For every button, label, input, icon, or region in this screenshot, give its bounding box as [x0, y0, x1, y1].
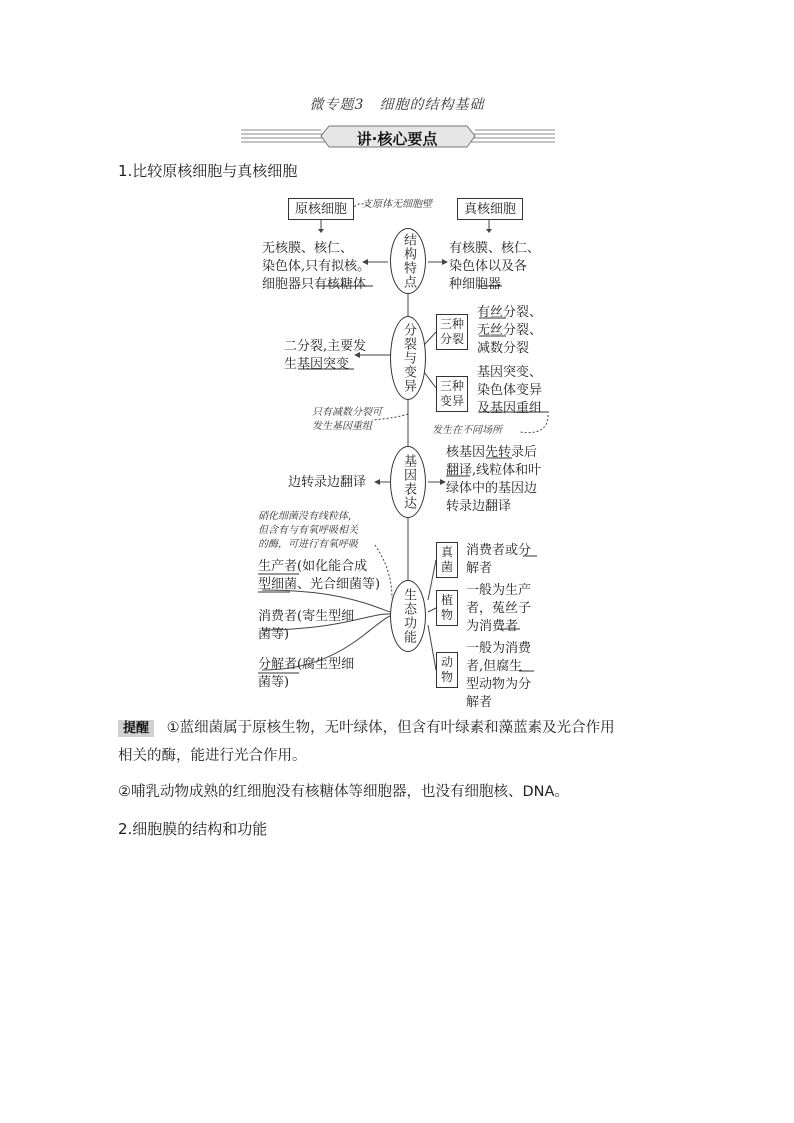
note-meiosis: 只有减数分裂可 发生基因重组 — [312, 407, 382, 432]
three-variation-list: 基因突变、 染色体变异 及基因重组 — [477, 365, 543, 416]
three-division-list: 有丝分裂、 无丝分裂、 减数分裂 — [477, 305, 543, 356]
prokaryote-structure: 无核膜、核仁、 染色体,只有拟核。 细胞器只有核糖体 — [262, 241, 371, 292]
eco-producer: 生产者(如化能合成 型细菌、光合细菌等) — [258, 559, 381, 592]
fungi-box: 真菌 — [436, 542, 458, 578]
banner-label: 讲·核心要点 — [356, 130, 438, 148]
eukaryote-structure: 有核膜、核仁、 染色体以及各 种细胞器 — [449, 241, 541, 292]
three-variation-box: 三种变异 — [436, 376, 468, 412]
tip-paragraph-1: 提醒 ①蓝细菌属于原核生物，无叶绿体，但含有叶绿素和藻蓝素及光合作用 — [118, 718, 615, 739]
animal-role: 一般为消费 者,但腐生 型动物为分 解者 — [466, 641, 532, 710]
prokaryote-division: 二分裂,主要发 生基因突变 — [284, 339, 367, 372]
section-heading-2: 2.细胞膜的结构和功能 — [118, 820, 268, 838]
page-title: 微专题3 细胞的结构基础 — [309, 97, 485, 113]
fungi-role: 消费者或分 解者 — [466, 543, 532, 576]
note-cell-wall: 支原体无细胞壁 — [362, 199, 432, 210]
eukaryote-gene-expression: 核基因先转录后 翻译,线粒体和叶 绿体中的基因边 转录边翻译 — [446, 445, 542, 514]
prokaryote-gene-expression: 边转录边翻译 — [288, 475, 367, 490]
note-location: 发生在不同场所 — [432, 425, 502, 436]
tip-badge: 提醒 — [118, 720, 154, 737]
note-nitrifying: 硝化细菌没有线粒体, 但含有与有氧呼吸相关 的酶，可进行有氧呼吸 — [258, 511, 358, 550]
plant-role: 一般为生产 者，菟丝子 为消费者 — [466, 583, 532, 634]
node-gene: 基因表达 — [390, 446, 426, 518]
node-structure: 结构特点 — [390, 228, 426, 294]
eco-decomposer: 分解者(腐生型细 菌等) — [258, 657, 355, 690]
eukaryote-box: 真核细胞 — [457, 198, 523, 220]
animal-box: 动物 — [436, 652, 458, 688]
node-division: 分裂与变异 — [390, 316, 426, 400]
tip-paragraph-1-cont: 相关的酶，能进行光合作用。 — [118, 748, 307, 764]
section-heading-1: 1.比较原核细胞与真核细胞 — [118, 162, 298, 180]
node-ecology: 生态功能 — [390, 580, 426, 652]
plant-box: 植物 — [436, 590, 458, 626]
prokaryote-box: 原核细胞 — [288, 198, 354, 220]
tip-paragraph-2: ②哺乳动物成熟的红细胞没有核糖体等细胞器，也没有细胞核、DNA。 — [118, 784, 569, 800]
three-division-box: 三种分裂 — [436, 314, 468, 350]
eco-consumer: 消费者(寄生型细 菌等) — [258, 609, 355, 642]
